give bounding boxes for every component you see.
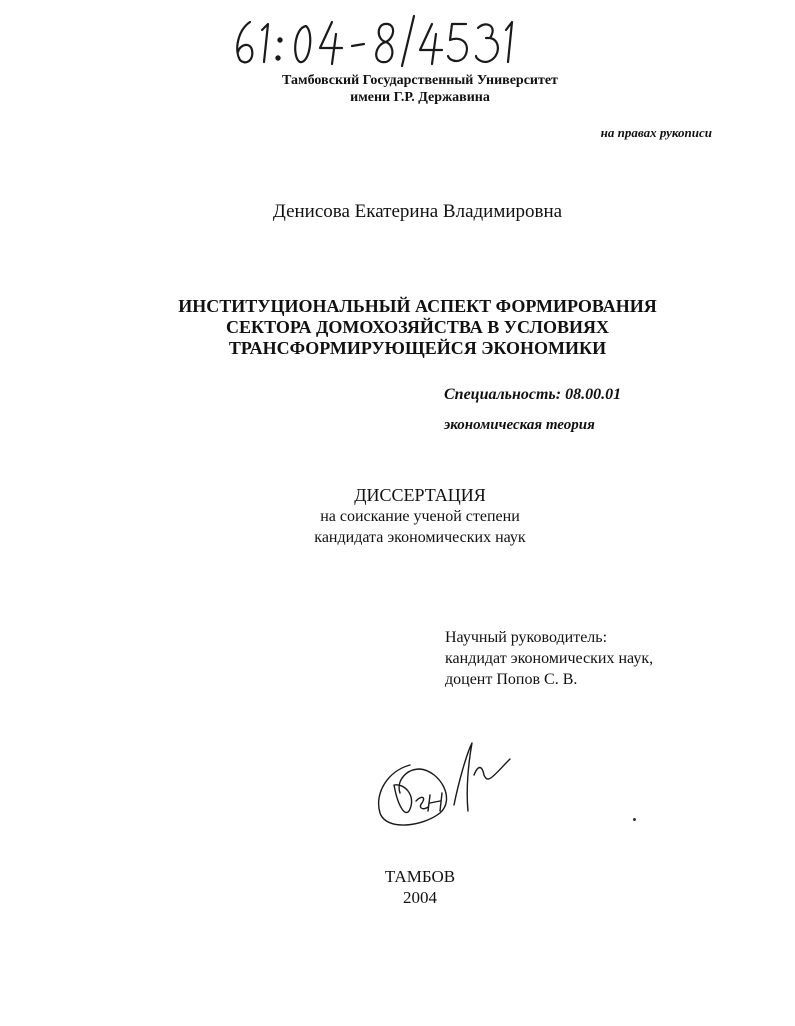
supervisor-block [445,627,653,690]
dissertation-line-3: кандидата экономических наук [314,529,526,546]
specialty-name: экономическая теория [444,417,595,433]
scan-speck [633,818,636,821]
title-line-1: ИНСТИТУЦИОНАЛЬНЫЙ АСПЕКТ ФОРМИРОВАНИЯ [178,296,657,316]
supervisor-line-1: Научный руководитель: [445,629,608,646]
university-line-1: Тамбовский Государственный Университет [282,73,558,88]
title-line-3: ТРАНСФОРМИРУЮЩЕЙСЯ ЭКОНОМИКИ [228,338,607,358]
university-line-2: имени Г.Р. Державина [350,90,490,105]
city-name: ТАМБОВ [384,867,456,886]
author-name: Денисова Екатерина Владимировна [272,201,563,222]
title-line-2: СЕКТОРА ДОМОХОЗЯЙСТВА В УСЛОВИЯХ [226,317,609,337]
footer-place-year [330,866,510,908]
university-name [180,72,660,106]
supervisor-line-2: кандидат экономических наук, [445,650,654,667]
dissertation-title [140,296,695,359]
rights-note: на правах рукописи [600,125,712,140]
supervisor-line-3: доцент Попов С. В. [445,671,578,688]
year: 2004 [403,888,437,907]
dissertation-heading: ДИССЕРТАЦИЯ [354,485,486,505]
handwritten-archive-number [228,10,518,70]
specialty-code: Специальность: 08.00.01 [444,386,622,403]
dissertation-line-2: на соискание ученой степени [320,508,520,525]
handwritten-signature [370,735,520,835]
dissertation-block [240,485,600,548]
